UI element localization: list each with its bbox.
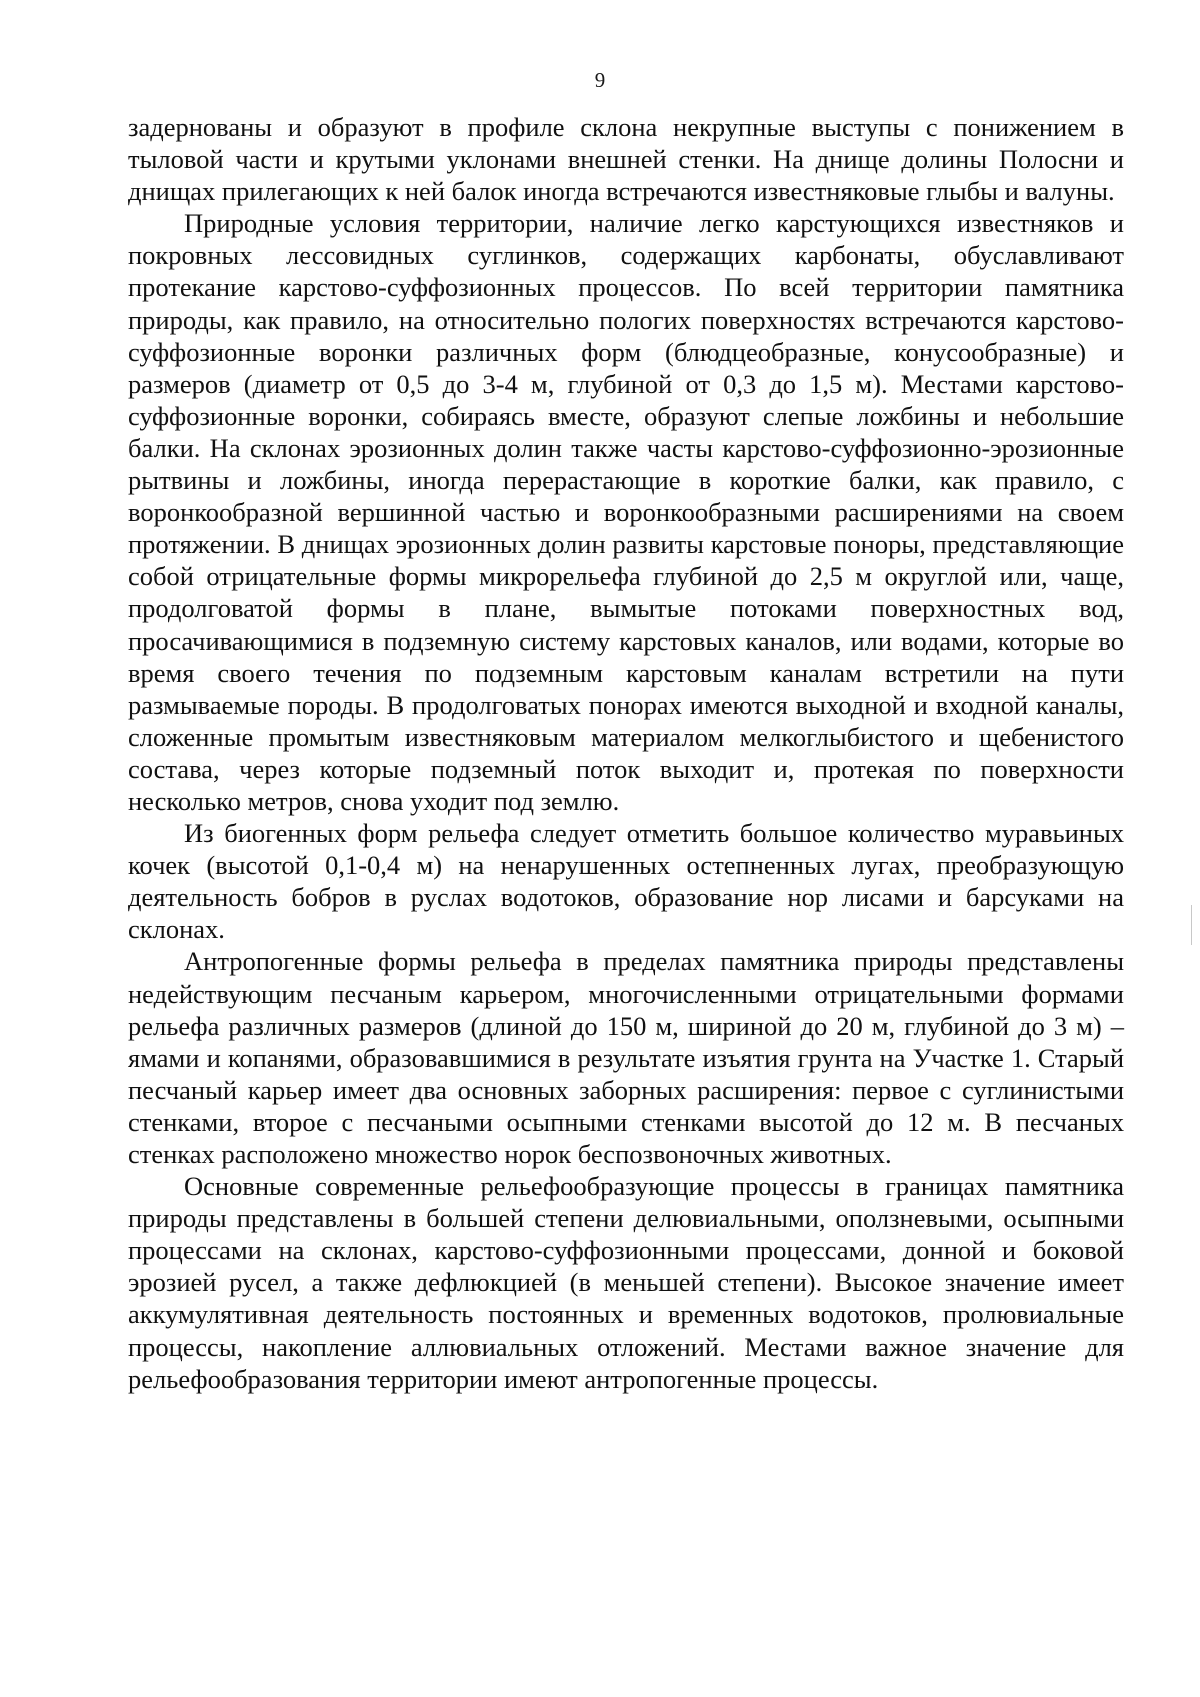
paragraph-modern-processes: Основные современные рельефообразующие процессы в границах памятника природы представлены в большей степени делювиальными, оползневыми, осыпными процессами на склонах, карстово-суффозионными процессами, донной и боковой эрозией русел, а также дефлюкцией (в меньшей степени). Высокое значение имеет аккумулятивная деятельность постоянных и временных водотоков, пролювиальные процессы, накопление аллювиальных отложений. Местами важное значение для рельефообразования территории имеют антропогенные процессы.: [128, 1171, 1124, 1394]
scan-edge-mark: [1191, 905, 1192, 945]
paragraph-continuation: задернованы и образуют в профиле склона некрупные выступы с понижением в тыловой части и крутыми уклонами внешней стенки. На днище долины Полосни и днищах прилегающих к ней балок иногда встречаются известняковые глыбы и валуны.: [128, 112, 1124, 207]
paragraph-karst-processes: Природные условия территории, наличие легко карстующихся известняков и покровных лессовидных суглинков, содержащих карбонаты, обуславливают протекание карстово-суффозионных процессов. По всей территории памятника природы, как правило, на относительно пологих поверхностях встречаются карстово-суффозионные воронки различных форм (блюдцеобразные, конусообразные) и размеров (диаметр от 0,5 до 3-4 м, глубиной от 0,3 до 1,5 м). Местами карстово-суффозионные воронки, собираясь вместе, образуют слепые ложбины и небольшие балки. На склонах эрозионных долин также часты карстово-суффозионно-эрозионные рытвины и ложбины, иногда перерастающие в короткие балки, как правило, с воронкообразной вершинной частью и воронкообразными расширениями на своем протяжении. В днищах эрозионных долин развиты карстовые поноры, представляющие собой отрицательные формы микрорельефа глубиной до 2,5 м округлой или, чаще, продолговатой формы в плане, вымытые потоками поверхностных вод, просачивающимися в подземную систему карстовых каналов, или водами, которые во время своего течения по подземным карстовым каналам встретили на пути размываемые породы. В продолговатых понорах имеются выходной и входной каналы, сложенные промытым известняковым материалом мелкоглыбистого и щебенистого состава, через которые подземный поток выходит и, протекая по поверхности несколько метров, снова уходит под землю.: [128, 208, 1124, 816]
document-body: [128, 111, 1124, 1395]
paragraph-anthropogenic-relief: Антропогенные формы рельефа в пределах памятника природы представлены недействующим песчаным карьером, многочисленными отрицательными формами рельефа различных размеров (длиной до 150 м, шириной до 20 м, глубиной до 3 м) – ямами и копанями, образовавшимися в результате изъятия грунта на Участке 1. Старый песчаный карьер имеет два основных заборных расширения: первое с суглинистыми стенками, второе с песчаными осыпными стенками высотой до 12 м. В песчаных стенках расположено множество норок беспозвоночных животных.: [128, 946, 1124, 1169]
paragraph-biogenic-relief: Из биогенных форм рельефа следует отметить большое количество муравьиных кочек (высотой 0,1-0,4 м) на ненарушенных остепненных лугах, преобразующую деятельность бобров в руслах водотоков, образование нор лисами и барсуками на склонах.: [128, 818, 1124, 945]
page-number: 9: [594, 68, 606, 92]
